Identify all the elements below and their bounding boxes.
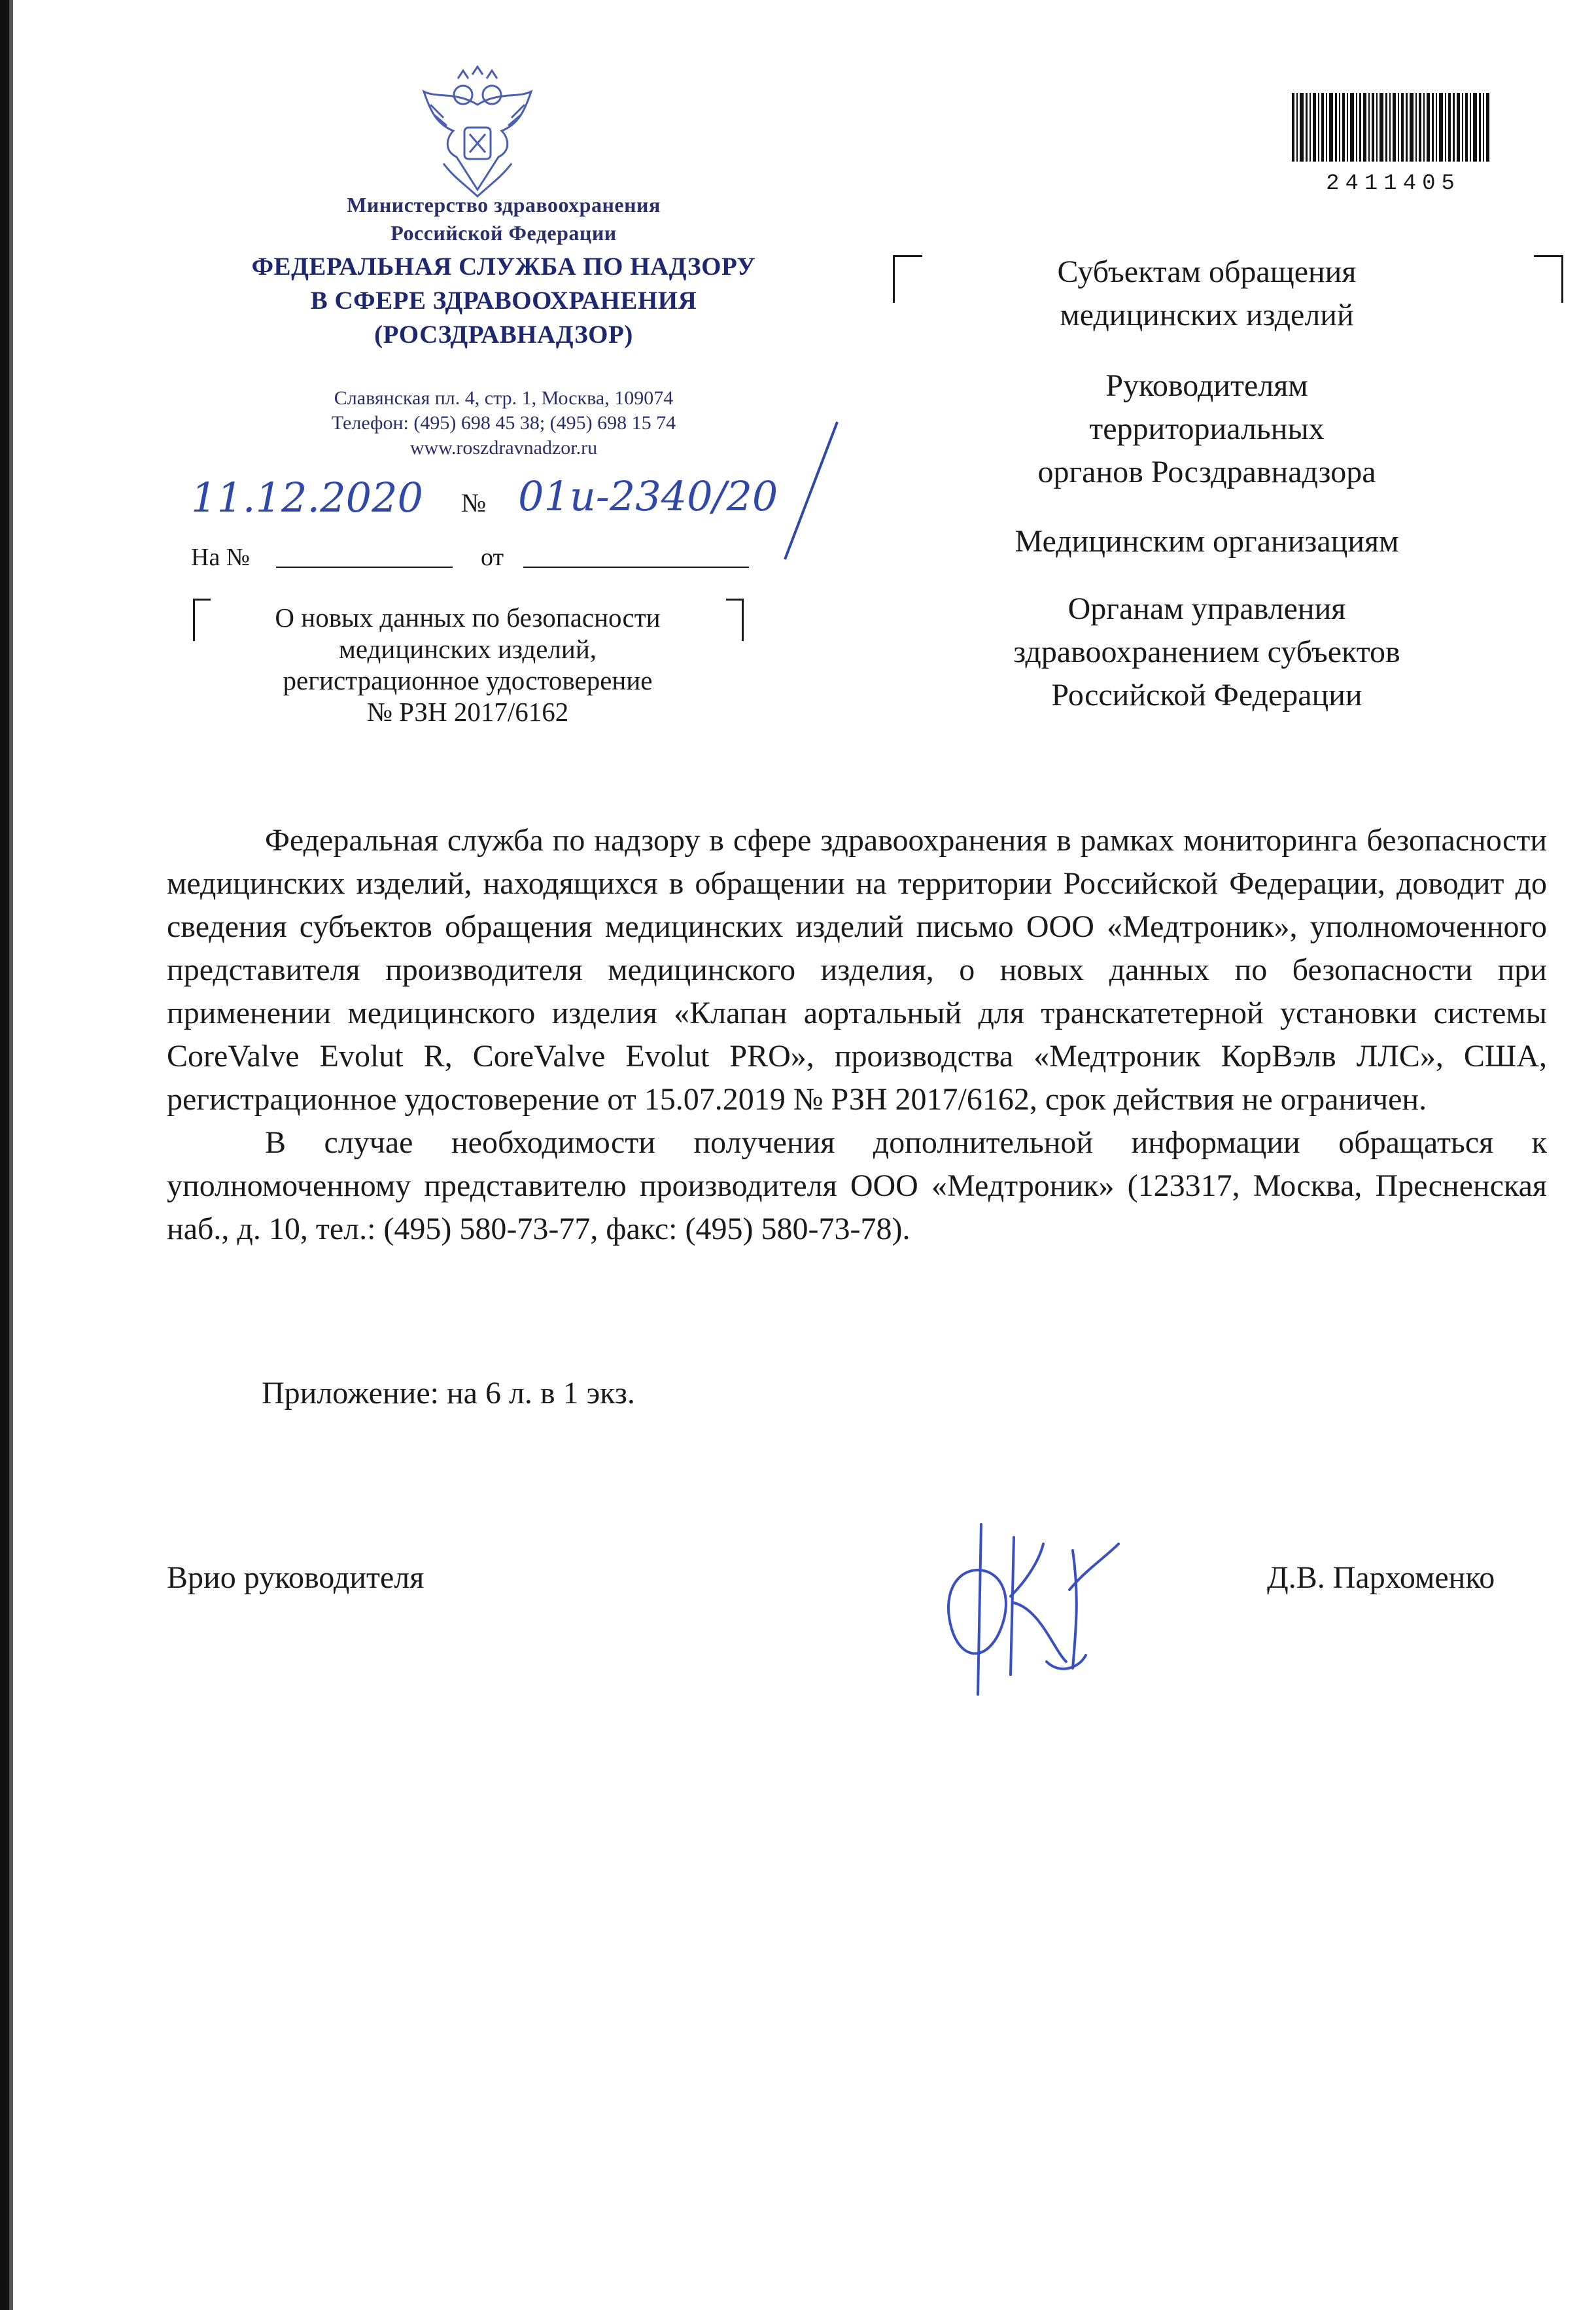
service-line-3: (РОСЗДРАВНАДЗОР) xyxy=(374,321,633,349)
coat-of-arms-icon xyxy=(417,65,538,203)
signer-name: Д.В. Пархоменко xyxy=(1267,1560,1495,1595)
incoming-date-label: от xyxy=(481,544,504,571)
subject-line-1: О новых данных по безопасности xyxy=(275,603,661,633)
scan-edge xyxy=(0,0,9,2310)
number-sign: № xyxy=(461,488,487,517)
addressee-4-line-3: Российской Федерации xyxy=(1051,678,1362,712)
address: Славянская пл. 4, стр. 1, Москва, 109074 xyxy=(334,387,674,409)
addressee-2-line-1: Руководителям xyxy=(1105,368,1308,403)
addressee-4-line-2: здравоохранением субъектов xyxy=(1013,635,1400,669)
barcode-number: 2411405 xyxy=(1326,171,1461,196)
addressee-1 xyxy=(912,251,1501,337)
addressee-3-line-1: Медицинским организациям xyxy=(1015,524,1399,559)
body-paragraph-1: Федеральная служба по надзору в сфере здравоохранения в рамках мониторинга безопасности медицинских изделий, находящихся в обращении на территории Российской Федерации, доводит до сведения субъектов обращения медицинских изделий письмо ООО «Медтроник», уполномоченного представителя производителя медицинского изделия, о новых данных по безопасности при применении медицинского изделия «Клапан аортальный для транскатетерной установки системы CoreValve Evolut R, CoreValve Evolut PRO», производства «Медтроник КорВэлв ЛЛС», США, регистрационное удостоверение от 15.07.2019 № РЗН 2017/6162, срок действия не ограничен. xyxy=(167,823,1547,1117)
website: www.roszdravnadzor.ru xyxy=(409,437,598,459)
scan-edge-shadow xyxy=(9,0,13,2310)
addressee-4 xyxy=(912,587,1501,717)
addressee-2-line-2: территориальных xyxy=(1089,411,1325,446)
service-name xyxy=(170,250,837,352)
subject-line-2: медицинских изделий, xyxy=(338,634,597,664)
incoming-number-line xyxy=(276,567,453,568)
attachment-note: Приложение: на 6 л. в 1 экз. xyxy=(262,1376,635,1410)
addressee-4-line-1: Органам управления xyxy=(1067,591,1346,626)
incoming-date-line xyxy=(523,567,749,568)
contacts xyxy=(170,386,837,461)
handwritten-slash-icon xyxy=(772,419,844,563)
ministry-line-1: Министерство здравоохранения xyxy=(347,193,661,217)
addressee-2-line-3: органов Росздравнадзора xyxy=(1037,455,1376,489)
incoming-number-label: На № xyxy=(191,544,251,571)
addressee-bracket-right xyxy=(1534,255,1563,303)
addressee-3 xyxy=(912,520,1501,563)
addressee-1-line-1: Субъектам обращения xyxy=(1057,254,1357,289)
phone: Телефон: (495) 698 45 38; (495) 698 15 74 xyxy=(331,412,676,434)
outgoing-date: 11.12.2020 xyxy=(191,474,423,521)
handwritten-signature-icon xyxy=(916,1498,1132,1714)
subject-line-4: № РЗН 2017/6162 xyxy=(366,697,569,727)
subject-line-3: регистрационное удостоверение xyxy=(283,665,653,695)
ministry-line-2: Российской Федерации xyxy=(390,221,617,245)
ministry-name xyxy=(170,191,837,247)
service-line-2: В СФЕРЕ ЗДРАВООХРАНЕНИЯ xyxy=(310,287,697,315)
body-paragraph-2: В случае необходимости получения дополнительной информации обращаться к уполномоченному представителю производителя ООО «Медтроник» (123317, Москва, Пресненская наб., д. 10, тел.: (495) 580-73-77, факс: (495) 580-73-78). xyxy=(167,1125,1547,1246)
letter-body xyxy=(167,819,1547,1251)
letter-subject xyxy=(206,602,729,727)
addressee-1-line-2: медицинских изделий xyxy=(1060,298,1354,332)
signer-role: Врио руководителя xyxy=(167,1560,425,1595)
service-line-1: ФЕДЕРАЛЬНАЯ СЛУЖБА ПО НАДЗОРУ xyxy=(251,253,756,281)
addressee-2 xyxy=(912,364,1501,494)
outgoing-number: 01и-2340/20 xyxy=(518,472,778,520)
